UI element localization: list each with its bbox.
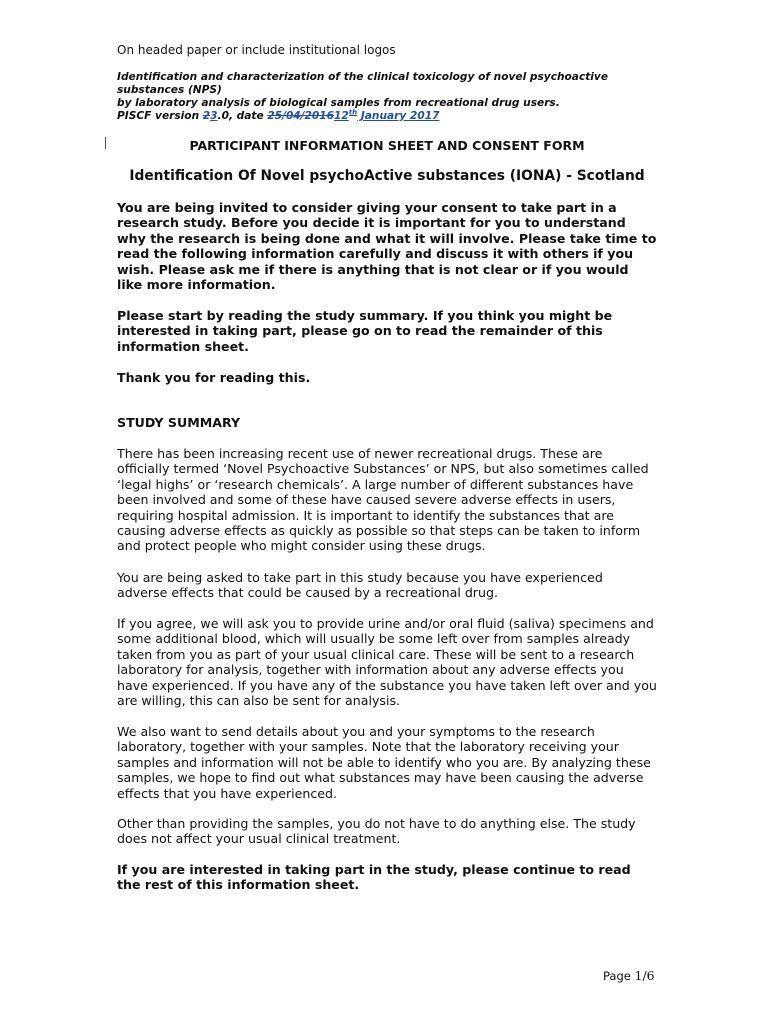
summary-paragraph-4: We also want to send details about you and your symptoms to the research laboratory, together with your samples. Note that the laboratory receiving your samples and information will not be able to identify who you are. By analyzing these samples, we hope to find out what substances may have been causing the adverse effects that you have experienced. <box>117 724 651 801</box>
version-deleted: 2 <box>202 110 211 122</box>
revision-change-bar <box>105 137 106 149</box>
study-title-line-2: by laboratory analysis of biological samples from recreational drug users. <box>117 97 560 109</box>
intro-start-paragraph: Please start by reading the study summary. If you think you might be interested in taking part, please go on to read the remainder of this information sheet. <box>117 308 613 354</box>
header-note: On headed paper or include institutional logos <box>117 43 396 57</box>
date-deleted: 25/04/2016 <box>267 110 335 122</box>
intro-thanks-paragraph: Thank you for reading this. <box>117 370 311 385</box>
date-inserted-ordinal: th <box>348 108 358 117</box>
study-title-line-1: Identification and characterization of the clinical toxicology of novel psychoactive substances (NPS) <box>117 71 609 96</box>
version-inserted: 3 <box>210 110 218 122</box>
summary-heading: STUDY SUMMARY <box>117 415 241 430</box>
page-number <box>603 968 655 983</box>
version-suffix: .0, date <box>217 110 268 122</box>
intro-invite-paragraph: You are being invited to consider giving your consent to take part in a research study. Before you decide it is important for you to understand why the research is being done and what it will involve. Please take time to read the following information carefully and discuss it with others if you wish. Please ask me if there is anything that is not clear or if you would like more information. <box>117 200 657 293</box>
summary-paragraph-3: If you agree, we will ask you to provide urine and/or oral fluid (saliva) specimens and some additional blood, which will usually be some left over from samples already taken from you as part of your usual clinical care. These will be sent to a research laboratory for analysis, together with information about any adverse effects you have experienced. If you have any of the substance you have taken left over and you are willing, this can also be sent for analysis. <box>117 616 657 709</box>
version-line <box>117 110 677 123</box>
date-inserted-rest: January 2017 <box>357 110 440 122</box>
summary-paragraph-5: Other than providing the samples, you do not have to do anything else. The study does not affect your usual clinical treatment. <box>117 816 636 847</box>
summary-paragraph-6: If you are interested in taking part in the study, please continue to read the rest of this information sheet. <box>117 862 631 893</box>
version-prefix: PISCF version <box>117 110 203 122</box>
sheet-title: PARTICIPANT INFORMATION SHEET AND CONSENT FORM <box>189 138 585 153</box>
summary-paragraph-2: You are being asked to take part in this study because you have experienced adverse effects that could be caused by a recreational drug. <box>117 570 603 601</box>
project-title: Identification Of Novel psychoActive substances (IONA) - Scotland <box>129 168 645 184</box>
page-label: Page <box>603 969 635 983</box>
page-fraction: 1/6 <box>634 968 655 983</box>
summary-paragraph-1: There has been increasing recent use of newer recreational drugs. These are officially termed ‘Novel Psychoactive Substances’ or NPS, but also sometimes called ‘legal highs’ or ‘research chemicals’. A large number of different substances have been involved and some of these have caused severe adverse effects in users, requiring hospital admission. It is important to identify the substances that are causing adverse effects as quickly as possible so that steps can be taken to inform and protect people who might consider using these drugs. <box>117 446 649 554</box>
study-title <box>117 71 677 123</box>
date-inserted-day: 12 <box>334 110 349 122</box>
